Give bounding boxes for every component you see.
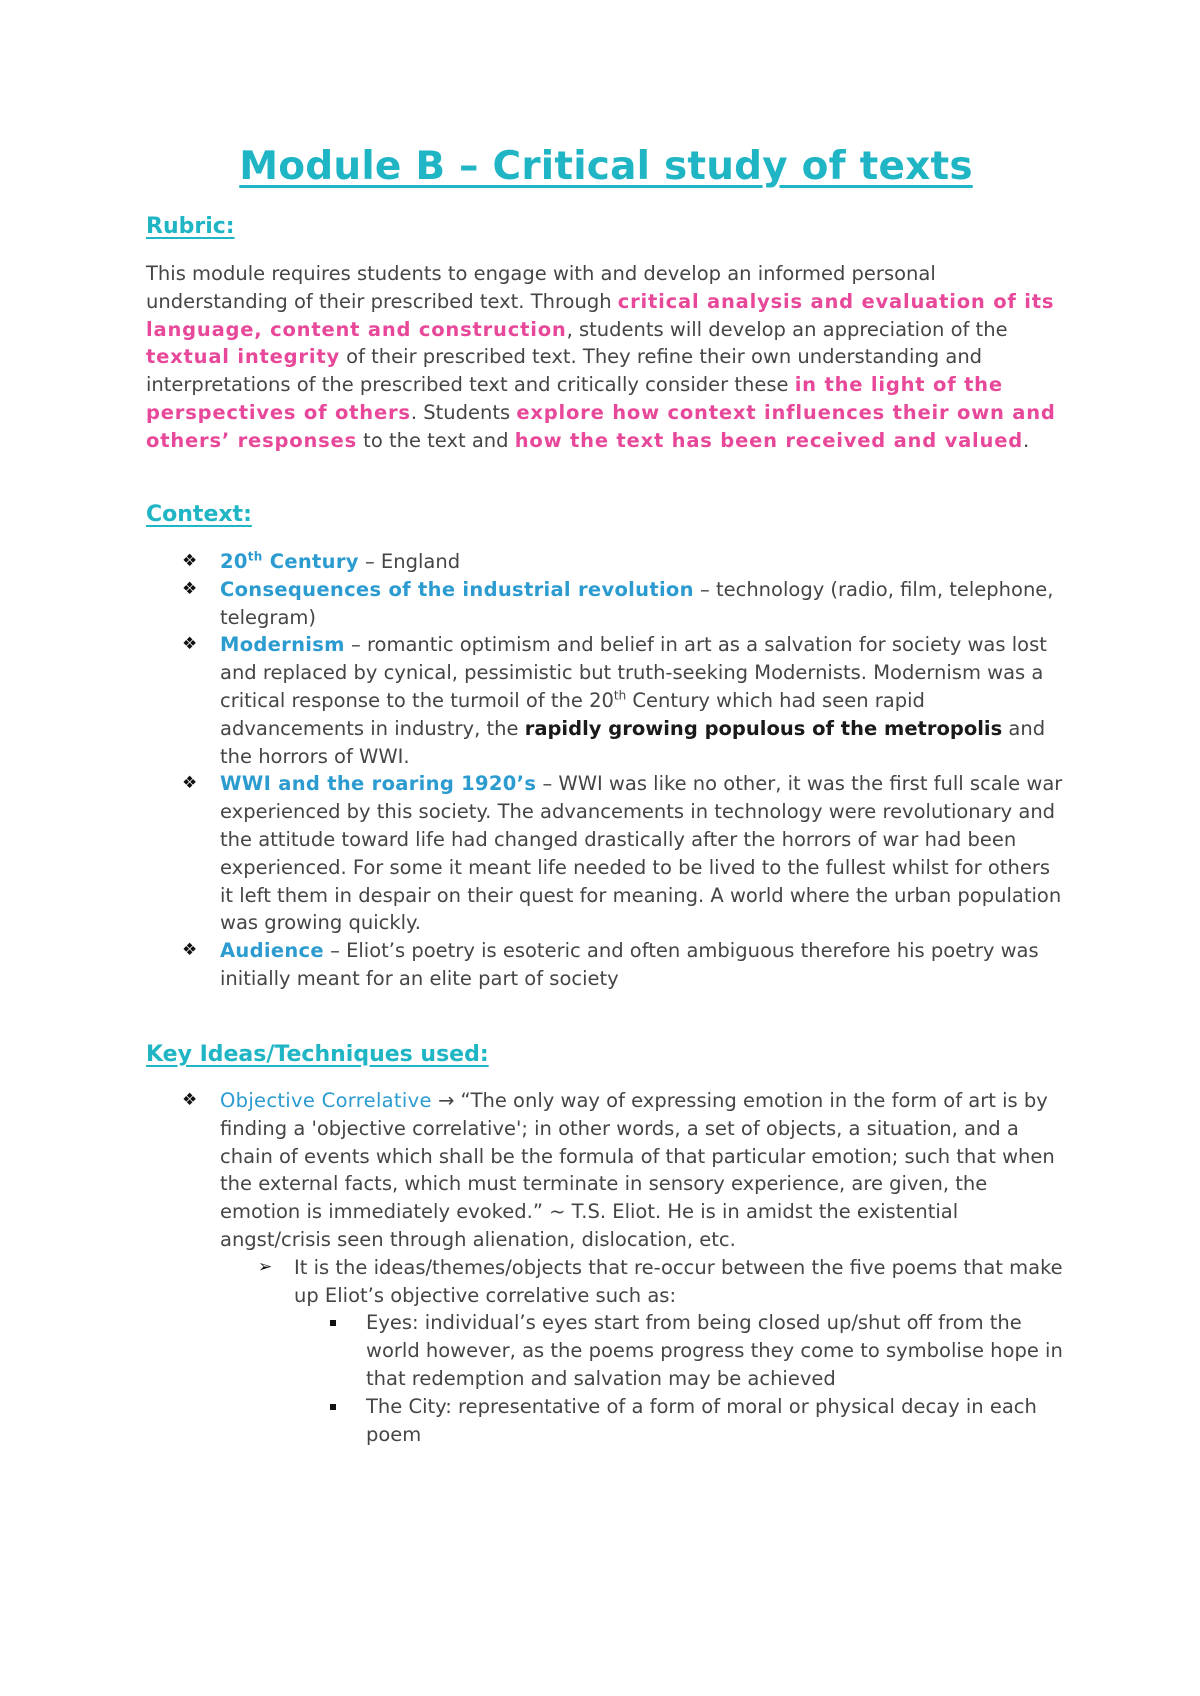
- ideas-text: → “The only way of expressing emotion in the form of art is by finding a 'objective correlative'; in other words, a set of objects, a situation, and a chain of events which shall be the formula of that particular emotion; such that when the external facts, which must terminate in sensory experience, are given, the emotion is immediately evoked.” ~ T.S. Eliot. He is in amidst the existential angst/crisis seen through alienation, dislocation, etc.: [220, 1089, 1055, 1251]
- list-item: [146, 937, 1066, 993]
- context-label: WWI and the roaring 1920’s: [220, 772, 537, 796]
- list-item: [366, 1393, 1066, 1449]
- diamond-bullet-icon: ❖: [182, 940, 198, 961]
- rubric-text-3: of their prescribed text. They refine their own understanding and interpretations of the prescribed text and critically consider these: [146, 345, 983, 397]
- list-item: [146, 631, 1066, 770]
- page-title: Module B – Critical study of texts: [239, 144, 973, 189]
- ideas-subitem: Eyes: individual’s eyes start from being closed up/shut off from the world however, as the poems progress they come to symbolise hope in that redemption and salvation may be achieved: [366, 1311, 1063, 1390]
- list-item: [366, 1309, 1066, 1392]
- context-list: [146, 548, 1066, 993]
- list-item: [146, 1087, 1066, 1448]
- context-label: 20th Century: [220, 549, 359, 573]
- rubric-text-5: to the text and: [356, 428, 515, 452]
- rubric-text-6: .: [1023, 428, 1030, 452]
- rubric-highlight-4: explore how context influences their own and others’ responses: [146, 400, 1056, 452]
- diamond-bullet-icon: ❖: [182, 1090, 198, 1110]
- superscript: th: [613, 688, 627, 703]
- ideas-subtext: It is the ideas/themes/objects that re-occur between the five poems that make up Eliot’s objective correlative such as:: [294, 1255, 1063, 1307]
- diamond-bullet-icon: ❖: [182, 578, 198, 599]
- rubric-highlight-3: in the light of the perspectives of others: [146, 373, 1003, 424]
- square-bullet-icon: [330, 1320, 336, 1326]
- rubric-highlight-5: how the text has been received and valued: [514, 428, 1023, 452]
- ideas-subitem: The City: representative of a form of moral or physical decay in each poem: [366, 1394, 1037, 1446]
- context-text: – technology (radio, film, telephone, telegram): [220, 577, 1054, 629]
- diamond-bullet-icon: ❖: [182, 551, 198, 571]
- rubric-text-2: , students will develop an appreciation of the: [566, 317, 1008, 341]
- context-text: – England: [358, 550, 461, 573]
- rubric-text-1: This module requires students to engage with and develop an informed personal understanding of their prescribed text. Through: [146, 262, 936, 313]
- list-item: [146, 548, 1066, 576]
- arrow-bullet-icon: ➢: [258, 1256, 273, 1277]
- ideas-label: Objective Correlative: [220, 1089, 432, 1112]
- context-heading: Context:: [146, 502, 252, 527]
- ideas-heading: Key Ideas/Techniques used:: [146, 1042, 489, 1067]
- context-label: Audience: [220, 939, 324, 963]
- ideas-subsublist: [294, 1309, 1066, 1448]
- list-item: [146, 770, 1066, 937]
- context-text: – WWI was like no other, it was the first full scale war experienced by this society. The advancements in technology were revolutionary and the attitude toward life had changed drastically after the horrors of war had been experienced. For some it meant life needed to be lived to the fullest whilst for others it left them in despair on their quest for meaning. A world where the urban population was growing quickly.: [220, 772, 1063, 935]
- context-text: – Eliot’s poetry is esoteric and often ambiguous therefore his poetry was initially meant for an elite part of society: [220, 939, 1039, 990]
- rubric-text-4: . Students: [410, 400, 517, 424]
- rubric-paragraph: [146, 260, 1066, 455]
- context-text: – romantic optimism and belief in art as a salvation for society was lost and replaced by cynical, pessimistic but truth-seeking Modernists. Modernism was a critical response to the turmoil of the 20: [220, 633, 1047, 712]
- rubric-heading: Rubric:: [146, 214, 235, 239]
- context-label: Modernism: [220, 633, 345, 657]
- ideas-sublist: [220, 1254, 1066, 1449]
- diamond-bullet-icon: ❖: [182, 634, 198, 655]
- ideas-list: [146, 1087, 1066, 1448]
- rubric-highlight-2: textual integrity: [146, 345, 340, 369]
- context-text: Century which had seen rapid advancements in industry, the: [220, 688, 925, 740]
- context-bold-text: rapidly growing populous of the metropolis: [524, 716, 1003, 740]
- diamond-bullet-icon: ❖: [182, 773, 198, 794]
- context-text: and the horrors of WWI.: [220, 716, 1046, 768]
- square-bullet-icon: [330, 1404, 336, 1410]
- rubric-highlight-1: critical analysis and evaluation of its language, content and construction: [146, 289, 1055, 341]
- list-item: [258, 1254, 1066, 1449]
- list-item: [146, 576, 1066, 632]
- context-label: Consequences of the industrial revolution: [220, 577, 694, 601]
